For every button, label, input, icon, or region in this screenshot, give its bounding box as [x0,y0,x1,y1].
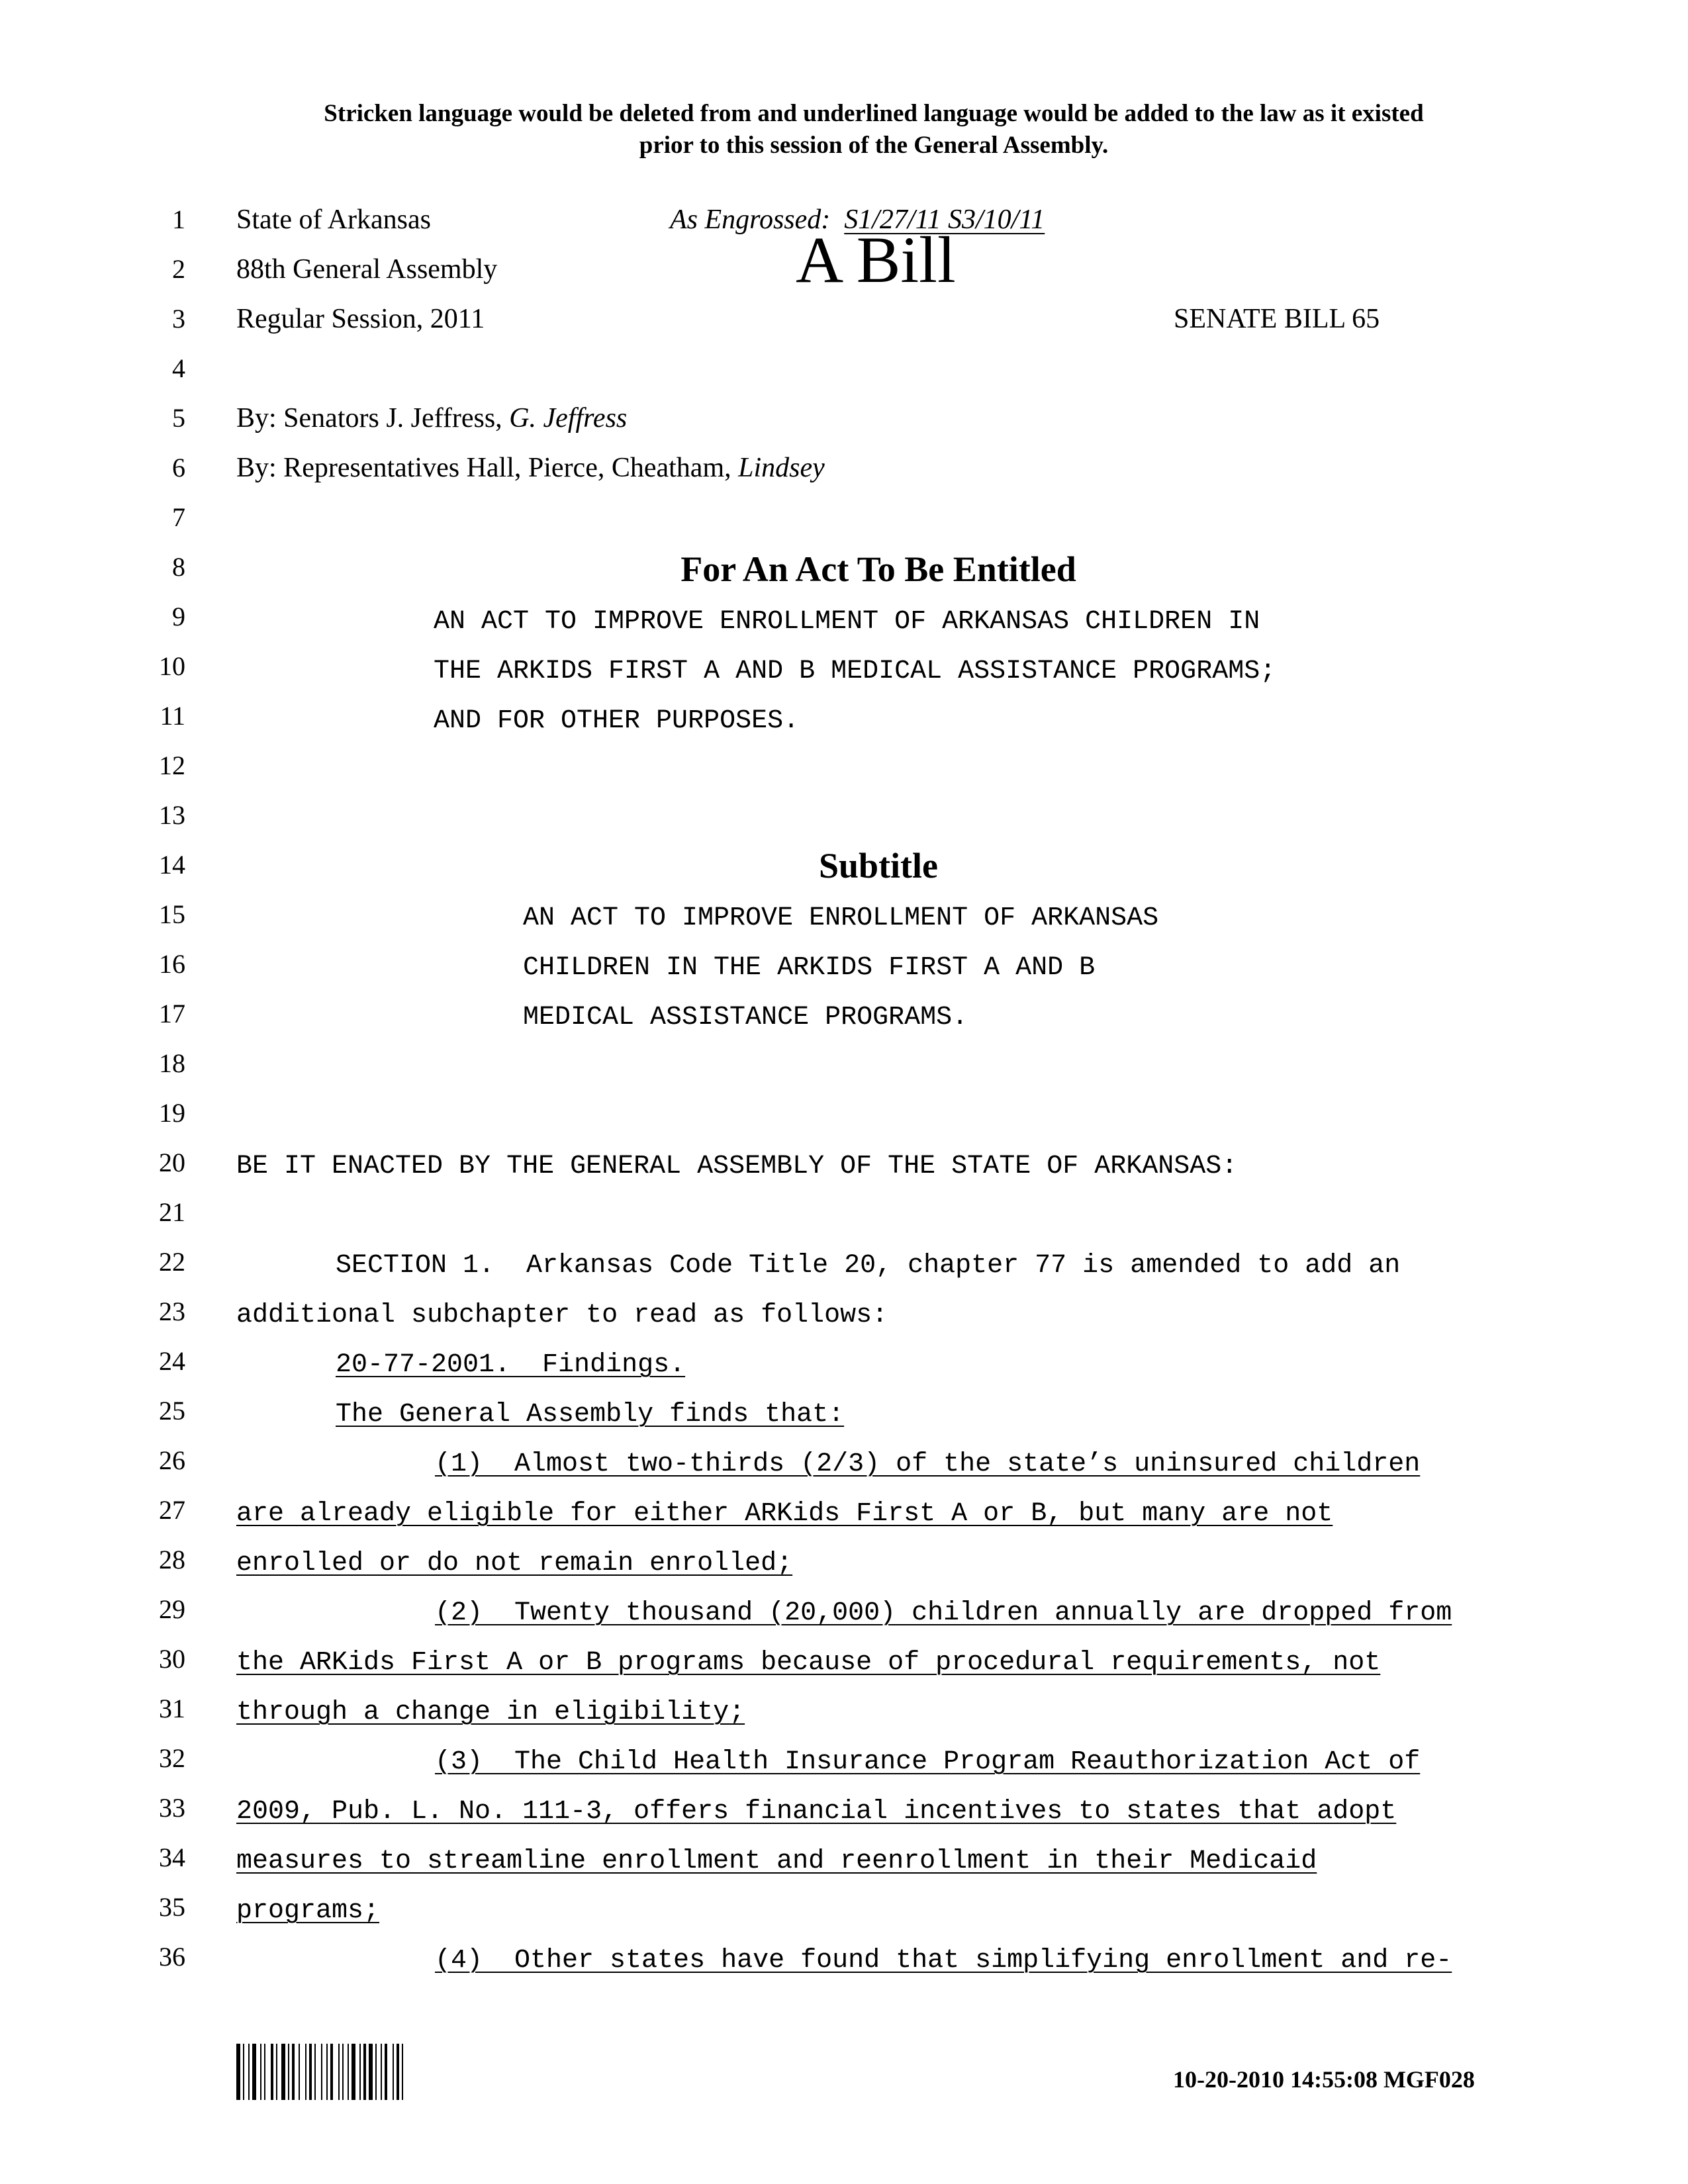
barcode-bar [381,2044,382,2100]
line-number: 8 [172,552,185,582]
finding-3: (3) The Child Health Insurance Program Reauthorization Act of [435,1747,1421,1777]
line-number: 12 [159,751,185,780]
line-number: 4 [172,353,185,383]
barcode-bar [393,2044,394,2100]
line-number: 3 [172,304,185,334]
line-number: 36 [159,1942,185,1972]
line-number: 26 [159,1445,185,1475]
barcode-bar [342,2044,344,2100]
line-number: 15 [159,899,185,929]
finding-1-cont-a: are already eligible for either ARKids First A or B, but many are not [236,1499,1333,1529]
line-number: 11 [160,701,185,731]
barcode-bar [264,2044,265,2100]
finding-2-cont-a: the ARKids First A or B programs because of procedural requirements, not [236,1648,1381,1678]
line-number: 25 [159,1396,185,1426]
line-number: 23 [159,1297,185,1326]
engrossed-dates: S1/27/11 S3/10/11 [844,205,1045,235]
line-number: 9 [172,602,185,631]
section-1-intro-cont: additional subchapter to read as follows: [236,1300,888,1330]
line-number: 17 [159,999,185,1028]
line-number: 14 [159,850,185,880]
document-type: A Bill [796,223,956,296]
line-number: 24 [159,1346,185,1376]
barcode-bar [288,2044,289,2100]
house-sponsors [236,452,825,484]
line-number: 32 [159,1743,185,1773]
barcode-bar [305,2044,306,2100]
subtitle-line-3: MEDICAL ASSISTANCE PROGRAMS. [523,1003,968,1032]
enacting-clause: BE IT ENACTED BY THE GENERAL ASSEMBLY OF THE STATE OF ARKANSAS: [236,1152,1238,1181]
line-number: 1 [172,205,185,234]
line-number: 33 [159,1793,185,1823]
barcode-bar [352,2044,355,2100]
line-number: 35 [159,1892,185,1922]
senate-sponsors [236,402,627,434]
title-line-1: AN ACT TO IMPROVE ENROLLMENT OF ARKANSAS CHILDREN IN [434,607,1260,637]
findings-intro: The General Assembly finds that: [336,1400,845,1430]
line-number: 10 [159,651,185,681]
document-id-stamp: 10-20-2010 14:55:08 MGF028 [1173,2066,1475,2093]
subtitle-line-1: AN ACT TO IMPROVE ENROLLMENT OF ARKANSAS [523,903,1159,933]
engrossed-label: As Engrossed: [670,205,831,235]
line-number: 19 [159,1098,185,1128]
line-number: 6 [172,453,185,482]
barcode-bar [309,2044,312,2100]
notice-line-1: Stricken language would be deleted from and underlined language would be added to the law as it existed [324,100,1424,127]
line-number: 34 [159,1843,185,1872]
title-line-2: THE ARKIDS FIRST A AND B MEDICAL ASSISTANCE PROGRAMS; [434,657,1276,686]
line-number: 18 [159,1048,185,1078]
subtitle-heading: Subtitle [818,846,939,886]
finding-2-cont-b: through a change in eligibility; [236,1698,745,1727]
barcode-bar [385,2044,387,2100]
line-number: 16 [159,949,185,979]
line-number: 5 [172,403,185,433]
barcode-bar [260,2044,261,2100]
finding-3-cont-b: measures to streamline enrollment and reenrollment in their Medicaid [236,1846,1317,1876]
line-number: 7 [172,502,185,532]
finding-3-cont-a: 2009, Pub. L. No. 111-3, offers financial incentives to states that adopt [236,1797,1397,1827]
line-number: 21 [159,1197,185,1227]
barcode-bar [330,2044,333,2100]
barcode-bar [363,2044,366,2100]
finding-2: (2) Twenty thousand (20,000) children annually are dropped from [435,1598,1452,1628]
barcode-bar [359,2044,361,2100]
barcode-bar [281,2044,285,2100]
senate-sponsor-added: G. Jeffress [509,403,628,433]
session-name: Regular Session, 2011 [236,304,485,334]
title-heading: For An Act To Be Entitled [680,549,1076,589]
finding-4: (4) Other states have found that simplifying enrollment and re- [435,1946,1452,1976]
barcode-bar [276,2044,277,2100]
barcode-bar [314,2044,316,2100]
general-assembly: 88th General Assembly [236,254,498,285]
amendment-notice [218,98,1529,161]
line-number: 2 [172,254,185,284]
barcode-bar [397,2044,399,2100]
line-number: 13 [159,800,185,830]
house-sponsors-text: By: Representatives Hall, Pierce, Cheatham, [236,453,739,483]
line-number: 29 [159,1594,185,1624]
barcode-bar [369,2044,373,2100]
barcode-bar [402,2044,403,2100]
line-number: 27 [159,1495,185,1525]
barcode-bar [252,2044,256,2100]
new-section-heading: 20-77-2001. Findings. [336,1350,686,1380]
barcode-bar [292,2044,295,2100]
notice-line-2: prior to this session of the General Assembly. [639,132,1109,159]
title-line-3: AND FOR OTHER PURPOSES. [434,706,800,736]
barcode-bar [271,2044,273,2100]
barcode-bar [321,2044,322,2100]
subtitle-line-2: CHILDREN IN THE ARKIDS FIRST A AND B [523,953,1096,983]
barcode-bar [236,2044,240,2100]
house-sponsor-added: Lindsey [738,453,825,483]
line-number: 31 [159,1694,185,1723]
finding-1-cont-b: enrolled or do not remain enrolled; [236,1549,793,1578]
bill-number: SENATE BILL 65 [1174,304,1380,334]
line-number: 20 [159,1148,185,1177]
barcode-bar [338,2044,340,2100]
line-number: 28 [159,1545,185,1574]
barcode-bar [243,2044,244,2100]
finding-3-cont-c: programs; [236,1896,380,1926]
barcode-bar [326,2044,328,2100]
barcode-bar [375,2044,377,2100]
barcode-bar [299,2044,300,2100]
barcode-bar [248,2044,250,2100]
barcode-image [236,2044,414,2100]
section-1-intro: SECTION 1. Arkansas Code Title 20, chapter 77 is amended to add an [336,1251,1401,1281]
senate-sponsors-text: By: Senators J. Jeffress, [236,403,510,433]
finding-1: (1) Almost two-thirds (2/3) of the state’s uninsured children [435,1449,1421,1479]
line-number: 22 [159,1247,185,1277]
barcode-bar [348,2044,349,2100]
line-number: 30 [159,1644,185,1674]
state-name: State of Arkansas [236,205,431,235]
